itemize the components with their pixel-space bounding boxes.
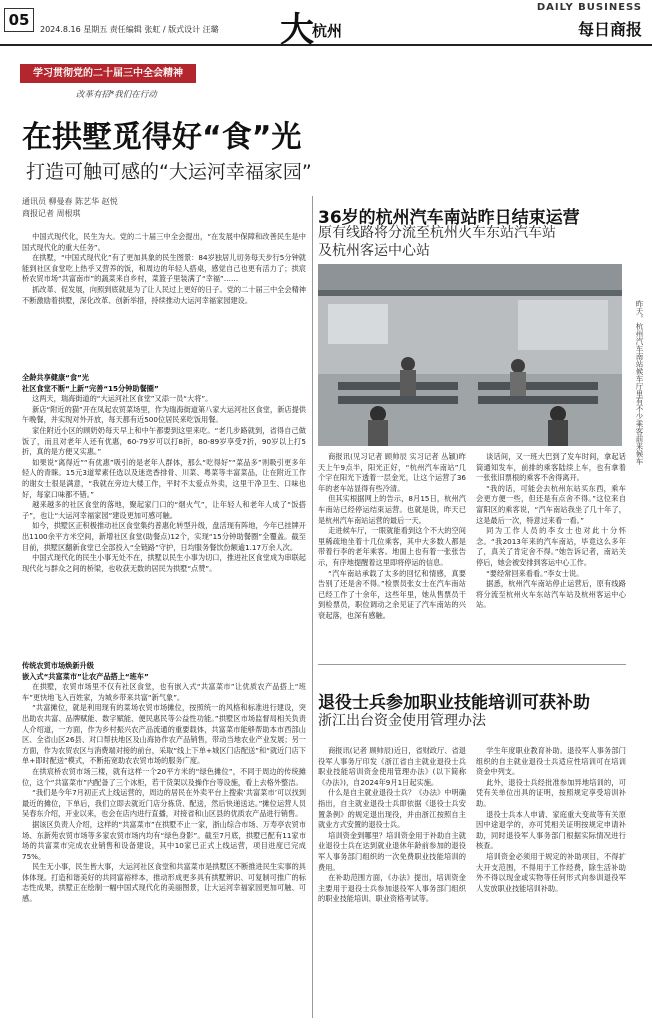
story2-subhead [318,224,556,260]
story2-column-2 [476,452,626,650]
brand-cn: 每日商报 [577,20,642,39]
section-big-char: 大 [280,10,314,50]
lead-intro [22,232,306,360]
paragraph: 什么是自主就业退役士兵？《办法》中明确指出，自主就业退役士兵即依据《退役士兵安置条例》的规定退出现役，并由浙江按照自主就业方式安置的退役士兵。 [318,788,466,830]
paragraph: 培训资金必须用于规定的补助项目，不得扩大开支范围，不得用于工作经费，除生活补助外不得以现金或实物等任何形式向参训退役军人发放职业技能培训补助。 [476,851,626,893]
paragraph: “我们是今年7月初正式上线运营的，周边的居民在外卖平台上搜索‘共富菜市’可以找到最近的摊位，下单后，我们立即去就近门店分拣货、配送，然后快递送达。”摊位运营人员吴春东介绍，开业以来，也会在店内进行直播，对接省和山区县的优质农产品进行销售。 [22,788,306,819]
section-heading: 全龄共享健康“食”光 [22,373,89,382]
paragraph: 据悉，杭州汽车南站停止运营后，原有线路将分流至杭州火车东站汽车站及杭州客运中心站。 [476,579,626,610]
paragraph: 家住附近小区的顾奶奶每天早上和中午都要到这里来吃。“老几步路就到，省得自己做饭了，而且对老年人还有优惠，60-79岁可以打8折，80-89岁享受7折，90岁以上打5折，真的是方便又实惠。” [22,425,306,457]
paragraph: 在补助范围方面，《办法》提出，培训资金主要用于退役士兵参加退役军人事务部门组织的职业技能培训、职业资格考试等。 [318,873,466,904]
story2-column-1 [318,452,466,650]
paragraph: “我的话，可能会去杭州东站买东西，乘车会更方便一些，但还是有点舍不得。”这位来自富阳区的乘客说，“汽车南站我坐了几十年了，这是最后一次，特意过来看一看。” [476,483,626,525]
paragraph: 商报讯(见习记者 顾帅辰 实习记者 丛颖)昨天上午9点半，阳光正好，“杭州汽车南站”几个字在阳光下透着一层金光，让这个运营了36年的老车站显得有些冷清。 [318,452,466,493]
paragraph: “共富摊位，就是利用现有的菜场农贸市场摊位，按照统一的风格和标准进行建设，突出助农共富、品牌赋能、数字赋能、便民惠民等公益性功能。”拱墅区市场监督局相关负责人介绍道，一方面，作为乡村振兴农产品流通的重要载体，共富菜市能够帮助本市西部山区、全省山区26县、对口帮扶地区及山海协作农产品销售，带动当地农业产业发展；另一方面，作为农贸农区与消费端对接的前台，采取“线上下单+城区门店配送”和“就近门店下单+即时配送”模式，不断拓宽助农农贸市场的服务广度。 [22,703,306,766]
paragraph: 这两天，瑞海街道的“大运河社区食堂”又添一员“大将”。 [32,394,213,404]
subhead-line: 及杭州客运中心站 [318,243,430,259]
paragraph: 民生无小事，民生皆大事，大运河社区食堂和共富菜市是拱墅区不断推进民生实事的具体体现。打造和谐美好的共同富裕样本，推动形成更多具有拱墅辨识、可复制可推广的标志性成果，拱墅正在绘制一幅中国式现代化的美丽图景，让大运河幸福家园更加可触、可感。 [22,862,306,904]
series-slogan: 改革有招*我们在行动 [76,90,157,100]
paragraph: 在拱墅，农贸市场里不仅有社区食堂，也有嵌入式“共富菜市”让优质农产品搭上“班车”更快地飞入百姓家，为城乡带来共富“新气象”。 [22,682,306,702]
series-banner: 学习贯彻党的二十届三中全会精神 [20,64,196,83]
section-subheading: 嵌入式“共富菜市”让农产品搭上“班车” [22,671,149,681]
paragraph: 此外，退役士兵经批准参加异地培训的，可凭有关单位出具的证明，按照规定享受培训补助。 [476,777,626,808]
column-divider [312,196,313,1018]
story3-subhead: 浙江出台资金使用管理办法 [318,713,486,729]
byline-line: 通讯员 柳曼春 陈艺华 赵悦 [22,197,118,206]
lead-byline [22,196,118,220]
masthead [0,0,652,50]
dateline: 2024.8.16 星期五 责任编辑 张虹 / 版式设计 汪璐 [40,25,219,34]
paragraph: 在拱墅，“中国式现代化”有了更加具象的民生图景：84岁独居儿切务每天步行5分钟就能到社区食堂吃上热乎又营养的饭，和周边的年轻人搭桌，感觉自己也更有活力了；拱宸桥农贸市场“共富南市”的蔬菜来自乡村，菜篮子里装满了“幸福”…… [22,253,306,284]
bus-station-photo [318,264,622,446]
paragraph: 走进候车厅，一眼就能看到这个不大的空间里稀疏地坐着十几位乘客，其中大多数人都是带着行李的老年乘客。地面上也有着一张张告示，有序地提醒着这里即将停运的信息。 [318,526,466,567]
section-heading: 传统农贸市场焕新升级 [22,661,94,670]
story3-column-2 [476,746,626,1018]
byline-line: 商报记者 周根琪 [22,209,81,218]
lead-section-2 [22,656,306,1018]
paragraph: 退役士兵本人申请、家庭重大变故等有关原因中途退学的，亦可凭相关证明按规定申请补助，同时退役军人事务部门根据实际情况进行核查。 [476,809,626,851]
brand-en: DAILY BUSINESS [536,2,642,13]
paragraph: 中国式现代化，民生为大。党的二十届三中全会提出，“在发展中保障和改善民生是中国式现代化的重大任务”。 [22,232,306,252]
paragraph: 培训资金到哪里？培训资金用于补助自主就业退役士兵在达到就业退休年龄前参加的退役军人事务部门组织的一次免费职业技能培训的费用。 [318,830,466,872]
paragraph: 谈话间，又一班大巴到了发车时间，拿起话筒通知发车，前排的乘客陆续上车，也有拿着一张张旧票根的乘客不舍得离开。 [476,452,626,483]
lead-subhead: 打造可触可感的“大运河幸福家园” [26,161,312,183]
paragraph: 如果说“离得近”“有优惠”吸引的是老年人群体，那么“吃得好”“菜品多”则吸引更多年轻人的青睐。15元3道荤素任选以及迷迭香排骨、川菜、粤菜等丰富菜品，让在附近工作的谢女士很是满意，“我就在旁边大楼工作，平时不太爱点外卖，这里干净卫生、口味也好，每家口味都不错。” [22,457,306,499]
paragraph: 但其实根据网上的告示，8月15日，杭州汽车南站已经停运结束运营。也就是说，昨天已是杭州汽车南站运营的最后一天。 [318,494,466,525]
story2-headline: 36岁的杭州汽车南站昨日结束运营 [318,208,580,228]
paragraph: “要经常回来看看。”李女士说。 [486,568,584,578]
story3-column-1 [318,746,466,1018]
paragraph: 同为工作人员的李女士也对此十分怀念。“我2013年来的汽车南站，毕竟这么多年了，真关了肯定舍不得。”她告诉记者，南站关停后，她会被安排到客运中心工作。 [476,526,626,567]
lead-headline: 在拱墅觅得好“食”光 [22,120,302,155]
lead-section-1 [22,368,306,650]
page-number: 05 [4,8,34,32]
paragraph: “汽车南站承载了太多的回忆和情感，真要告别了还是舍不得。”检票员张女士在汽车南站已经工作了十余年，这些年里，她从售票员干到检票员，职位调动之余见证了汽车南站的兴衰起落，也深有感触。 [318,568,466,620]
paragraph: 在拱宸桥农贸市场三楼，就有这样一个20平方米的“绿色摊位”，不同于周边的传统摊位，这个“共富菜市”内配备了三个冰柜，若干货架以及操作台等设施，看上去格外整洁。 [22,766,306,787]
section-city: 杭州 [312,22,343,40]
paragraph: 据该区负责人介绍，这样的“共富菜市”在拱墅不止一家，浙山综合市场、万寿亭农贸市场、东新苑农贸市场等多家农贸市场内均有“绿色身影”。截至7月底，拱墅已配有11家市场的共富菜市完成农业销售和设备建设，其中10家已正式上线运营，项目进度已完成75%。 [22,819,306,861]
paragraph: 抓改革、促发展，向照到底就是为了让人民过上更好的日子。党的二十届三中全会精神不断激励着拱墅，深化改革、创新举措，持续推动大运河幸福家园建设。 [22,284,306,305]
subhead-line: 原有线路将分流至杭州火车东站汽车站 [318,225,556,241]
photo-caption: 昨天，杭州汽车南站候车厅里有不少乘客前来候车 [635,300,644,465]
paragraph: 越来越多的社区食堂的落地，聚起家门口的“烟火气”，让年轻人和老年人成了“饭搭子”，也让“大运河幸福家园”建设更加可感可触。 [22,500,306,520]
paragraph: 如今，拱墅区正积极推动社区食堂集约普惠化转型升级，盘活现有阵地，今年已挂牌开出1100余平方米空间，新增社区食堂(助餐点)12个，实现“15分钟助餐圈”全覆盖。截至目前，拱墅区翻新食堂已全部投入“全链路”守护，日均服务餐饮份额逾1.17万余人次。 [22,521,306,552]
paragraph: 学生年度职业教育补助。退役军人事务部门组织的自主就业退役士兵适应性培训可在培训资金中列支。 [476,746,626,777]
paragraph: 中国式现代化的民生小事无处不在，拱墅以民生小事为切口，推进社区食堂成为串联起现代化与群众之间的桥梁，也收获无数的居民为拱墅“点赞”。 [22,553,306,573]
paragraph: 商报讯(记者 顾帅辰)近日，省财政厅、省退役军人事务厅印发《浙江省自主就业退役士兵职业技能培训资金使用管理办法》(以下简称《办法》)，自2024年9月1日起实施。 [318,746,466,787]
paragraph: 新店“附近的猫”开在凤起农贸菜场里，作为瑞海街道第八家大运河社区食堂，新店提供午晚餐，并实现对外开放，每天都有近500位居民来吃饭用餐。 [22,404,306,425]
story3-headline: 退役士兵参加职业技能培训可获补助 [318,693,590,713]
section-subheading: 社区食堂不断“上新”完善“15分钟助餐圈” [22,383,159,393]
story-divider [318,664,626,665]
